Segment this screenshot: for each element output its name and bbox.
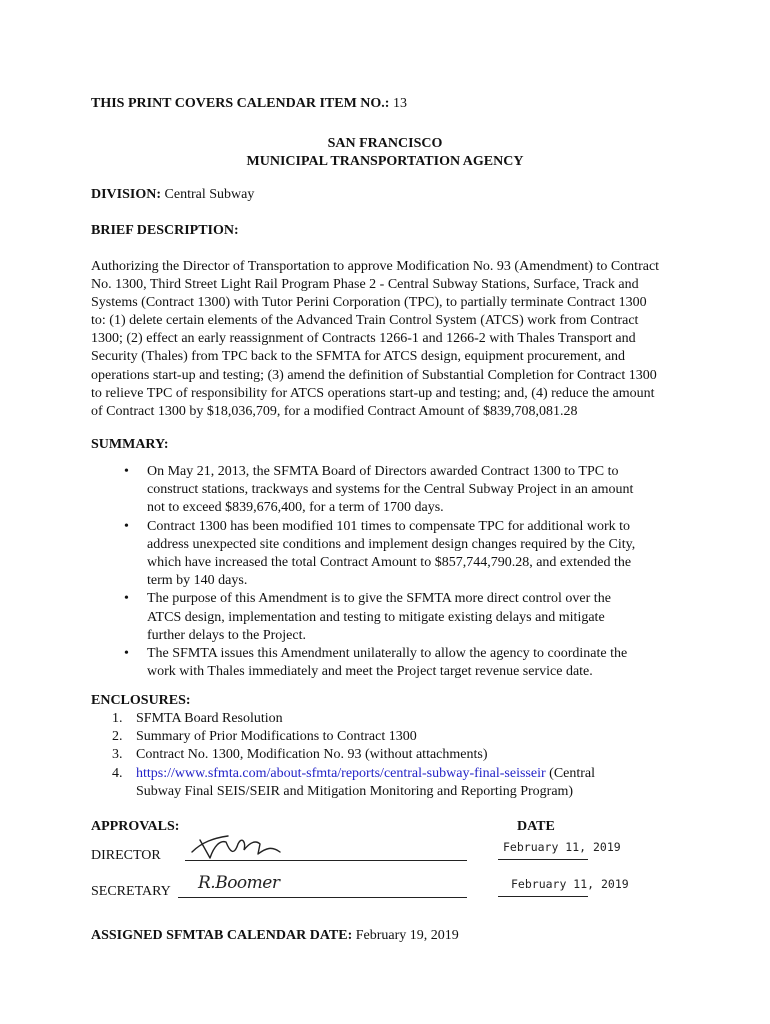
secretary-label: SECRETARY — [91, 884, 171, 899]
description-line: Security (Thales) from TPC back to the SFMTA for ATCS design, equipment procurement, and — [91, 349, 626, 365]
bullet-line: The purpose of this Amendment is to give the SFMTA more direct control over the — [147, 591, 611, 607]
enclosure-text: (Central — [545, 765, 596, 781]
calendar-item-number: 13 — [392, 96, 407, 111]
description-line: to: (1) delete certain elements of the Advanced Train Control System (ATCS) work from Contract — [91, 313, 639, 329]
description-line: Systems (Contract 1300) with Tutor Perini Corporation (TPC), to partially terminate Contract 1300 — [91, 295, 647, 311]
assigned-date-label: ASSIGNED SFMTAB CALENDAR DATE: — [91, 928, 353, 943]
director-signature — [188, 832, 288, 862]
enclosure-number: 1. — [112, 711, 123, 726]
enclosure-number: 4. — [112, 765, 123, 781]
summary-bullet-list — [0, 463, 770, 681]
bullet-icon: • — [124, 464, 129, 479]
enclosure-text: SFMTA Board Resolution — [136, 711, 283, 726]
agency-name-line1: SAN FRANCISCO — [327, 136, 443, 151]
description-line: to relieve TPC of responsibility for ATCS operations start-up and testing; and, (4) reduce the amount — [91, 385, 655, 401]
bullet-icon: • — [124, 646, 129, 662]
approvals-heading: APPROVALS: — [91, 819, 180, 834]
enclosure-item — [0, 746, 770, 764]
bullet-icon: • — [124, 518, 129, 534]
enclosure-number: 3. — [112, 747, 123, 763]
enclosure-item — [0, 765, 770, 801]
summary-bullet — [0, 518, 770, 591]
director-signature-line — [185, 860, 467, 861]
division-line — [91, 186, 254, 204]
director-date: February 11, 2019 — [503, 840, 621, 854]
description-line: operations start-up and testing; (3) amend the definition of Substantial Completion for Contract 1300 — [91, 367, 657, 383]
calendar-item-line — [91, 95, 407, 113]
brief-description-heading: BRIEF DESCRIPTION: — [91, 223, 239, 238]
date-heading: DATE — [517, 819, 555, 834]
bullet-line: further delays to the Project. — [147, 627, 307, 643]
summary-bullet — [0, 590, 770, 645]
description-line: 1300; (2) effect an early reassignment of Contracts 1266-1 and 1266-2 with Thales Transport and — [91, 331, 636, 347]
director-date-line — [498, 859, 588, 860]
summary-bullet — [0, 463, 770, 518]
division-label: DIVISION: — [91, 187, 162, 202]
description-line: of Contract 1300 by $18,036,709, for a modified Contract Amount of $839,708,081.28 — [91, 403, 578, 419]
secretary-signature-line — [178, 897, 467, 898]
agency-name-line2: MUNICIPAL TRANSPORTATION AGENCY — [246, 154, 524, 169]
enclosure-text: Contract No. 1300, Modification No. 93 (without attachments) — [136, 747, 488, 763]
secretary-signature: R.Boomer — [198, 873, 280, 893]
brief-description-text — [91, 258, 716, 421]
secretary-date-line — [498, 896, 588, 897]
division-value: Central Subway — [164, 187, 255, 202]
enclosure-number: 2. — [112, 729, 123, 745]
description-line: No. 1300, Third Street Light Rail Program Phase 2 - Central Subway Stations, Surface, Track and — [91, 277, 639, 293]
bullet-line: On May 21, 2013, the SFMTA Board of Directors awarded Contract 1300 to TPC to — [147, 464, 619, 479]
bullet-line: The SFMTA issues this Amendment unilaterally to allow the agency to coordinate the — [147, 646, 628, 662]
director-label: DIRECTOR — [91, 848, 161, 863]
secretary-date: February 11, 2019 — [511, 877, 629, 891]
enclosure-item — [0, 728, 770, 746]
enclosures-list — [0, 710, 770, 801]
enclosure-text: Summary of Prior Modifications to Contract 1300 — [136, 729, 417, 745]
bullet-line: which have increased the total Contract Amount to $857,744,790.28, and extended the — [147, 555, 632, 571]
bullet-line: not to exceed $839,676,400, for a term of 1700 days. — [147, 500, 444, 516]
bullet-line: ATCS design, implementation and testing to mitigate existing delays and mitigate — [147, 609, 605, 625]
description-line: Authorizing the Director of Transportation to approve Modification No. 93 (Amendment) to Contract — [91, 259, 660, 274]
eir-report-link[interactable]: https://www.sfmta.com/about-sfmta/reports/central-subway-final-seisseir — [136, 765, 546, 781]
summary-heading: SUMMARY: — [91, 437, 169, 452]
assigned-date-line — [91, 927, 459, 945]
calendar-item-label: THIS PRINT COVERS CALENDAR ITEM NO.: — [91, 96, 390, 111]
bullet-line: work with Thales immediately and meet the Project target revenue service date. — [147, 664, 593, 680]
bullet-line: address unexpected site conditions and implement design changes required by the City, — [147, 536, 636, 552]
summary-bullet — [0, 645, 770, 681]
enclosure-item — [0, 710, 770, 728]
enclosures-heading: ENCLOSURES: — [91, 693, 191, 708]
bullet-line: Contract 1300 has been modified 101 times to compensate TPC for additional work to — [147, 518, 631, 534]
assigned-date-value: February 19, 2019 — [355, 928, 459, 943]
enclosure-text: Subway Final SEIS/SEIR and Mitigation Monitoring and Reporting Program) — [136, 783, 574, 799]
bullet-icon: • — [124, 591, 129, 607]
bullet-line: construct stations, trackways and systems for the Central Subway Project in an amount — [147, 482, 634, 498]
bullet-line: term by 140 days. — [147, 573, 248, 589]
